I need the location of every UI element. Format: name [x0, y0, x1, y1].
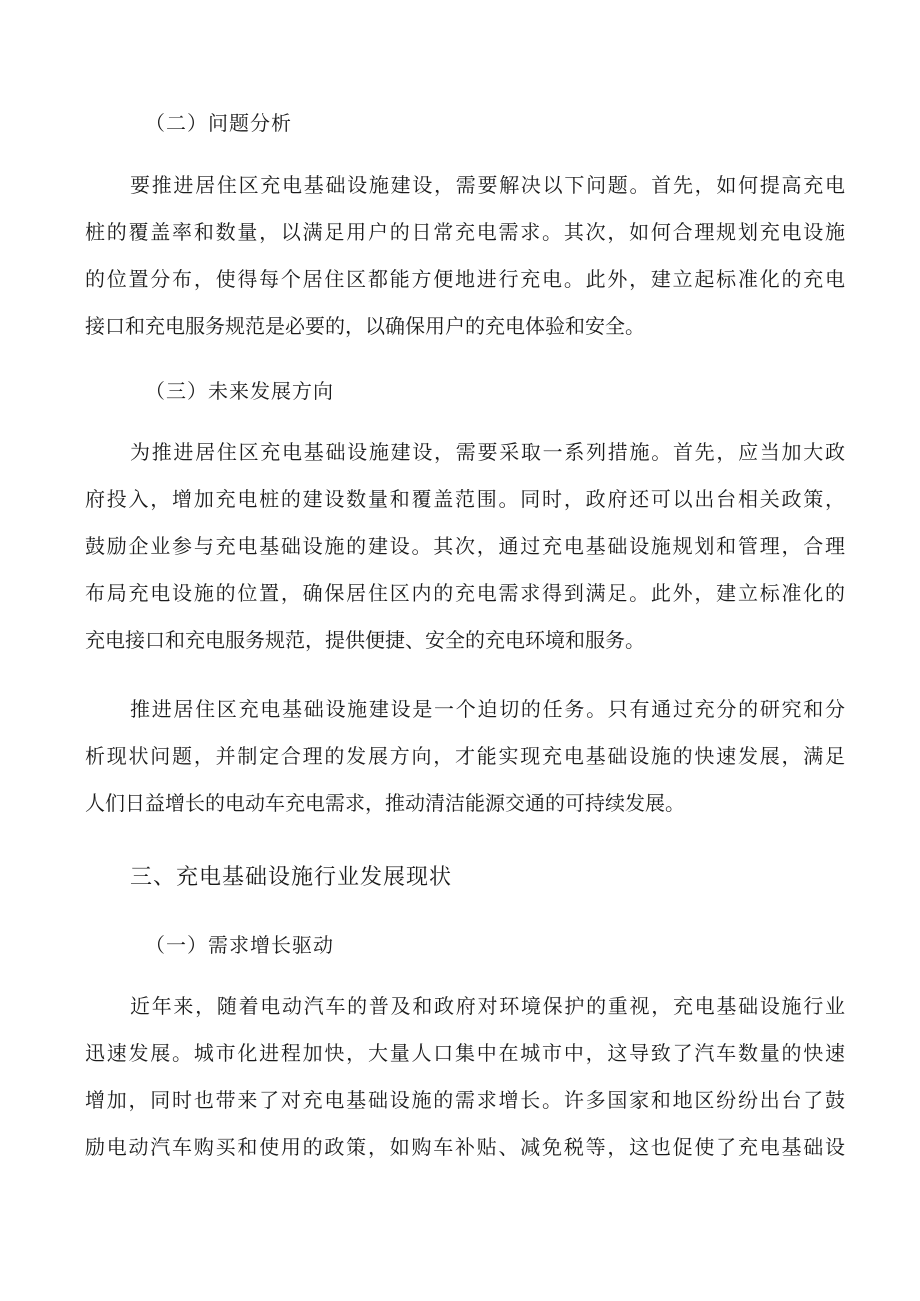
paragraph-problem-analysis — [85, 162, 845, 350]
subheading-future-direction: （三）未来发展方向 — [145, 379, 334, 403]
subheading-demand-growth: （一）需求增长驱动 — [145, 933, 334, 957]
paragraph-line: 的位置分布，使得每个居住区都能方便地进行充电。此外，建立起标准化的充电 — [85, 267, 845, 291]
paragraph-line: 接口和充电服务规范是必要的，以确保用户的充电体验和安全。 — [85, 314, 645, 338]
paragraph-conclusion — [85, 686, 845, 827]
paragraph-line: 迅速发展。城市化进程加快，大量人口集中在城市中，这导致了汽车数量的快速 — [85, 1041, 845, 1065]
paragraph-line: 近年来，随着电动汽车的普及和政府对环境保护的重视，充电基础设施行业 — [130, 994, 845, 1018]
paragraph-line: 要推进居住区充电基础设施建设，需要解决以下问题。首先，如何提高充电 — [130, 173, 845, 197]
paragraph-future-direction — [85, 429, 845, 664]
paragraph-line: 桩的覆盖率和数量，以满足用户的日常充电需求。其次，如何合理规划充电设施 — [85, 220, 845, 244]
paragraph-line: 励电动汽车购买和使用的政策，如购车补贴、减免税等，这也促使了充电基础设 — [85, 1135, 845, 1159]
paragraph-line: 增加，同时也带来了对充电基础设施的需求增长。许多国家和地区纷纷出台了鼓 — [85, 1088, 845, 1112]
paragraph-line: 人们日益增长的电动车充电需求，推动清洁能源交通的可持续发展。 — [85, 791, 685, 815]
paragraph-line: 析现状问题，并制定合理的发展方向，才能实现充电基础设施的快速发展，满足 — [85, 744, 845, 768]
section-heading-industry-status: 三、充电基础设施行业发展现状 — [130, 865, 453, 890]
paragraph-line: 鼓励企业参与充电基础设施的建设。其次，通过充电基础设施规划和管理，合理 — [85, 534, 845, 558]
paragraph-line: 府投入，增加充电桩的建设数量和覆盖范围。同时，政府还可以出台相关政策， — [85, 487, 845, 511]
paragraph-line: 充电接口和充电服务规范，提供便捷、安全的充电环境和服务。 — [85, 628, 645, 652]
paragraph-line: 布局充电设施的位置，确保居住区内的充电需求得到满足。此外，建立标准化的 — [85, 581, 845, 605]
paragraph-line: 推进居住区充电基础设施建设是一个迫切的任务。只有通过充分的研究和分 — [130, 697, 845, 721]
subheading-problem-analysis: （二）问题分析 — [145, 111, 292, 135]
paragraph-demand-growth — [85, 983, 845, 1171]
paragraph-line: 为推进居住区充电基础设施建设，需要采取一系列措施。首先，应当加大政 — [130, 440, 845, 464]
